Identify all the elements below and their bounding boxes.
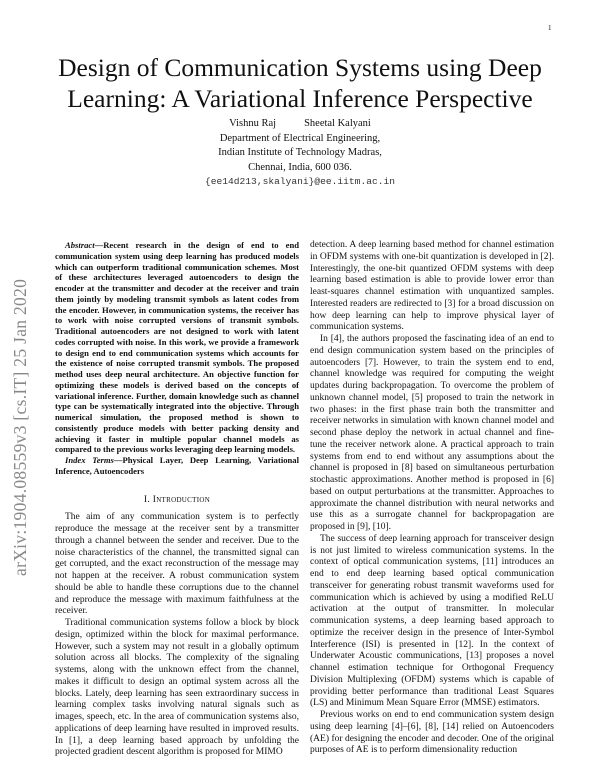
body-paragraph: In [4], the authors proposed the fascinating idea of an end to end design communication system based on the principles of autoencoders [7]. However, to train the system end to end, channel knowledge was required for computing the weight updates during backpropagation. To overcome the problem of unknown channel model, [5] proposed to train the network in two phases: in the first phase train both the transmitter and receiver networks in simulation with known channel model and second phase deploy the network in actual channel and fine-tune the receiver network alone. A practical approach to train systems from end to end without any assumptions about the channel is proposed in [8] based on simultaneous perturbation stochastic approximations. Another method is proposed in [6] based on output perturbations at the transmitter. Approaches to approximate the channel distribution with neural networks and use this as a surrogate channel for backpropagation are proposed in [9], [10]. — [310, 334, 554, 532]
index-terms-text: —Physical Layer, Deep Learning, Variational Inference, Autoencoders — [55, 455, 299, 476]
affiliation-line: Chennai, India, 600 036. — [248, 161, 352, 173]
section-heading: I. Introduction — [143, 494, 211, 505]
body-paragraph: detection. A deep learning based method for channel estimation in OFDM systems with one-bit quantization is developed in [2]. Interestingly, the one-bit quantized OFDM systems with deep learning based estimation is able to provide lower error than least-squares channel estimation with unquantized samples. Interested readers are redirected to [3] for a broad discussion on how deep learning can help to improve physical layer of communication systems. — [310, 240, 554, 333]
arxiv-stamp-text: arXiv:1904.08559v3 [cs.IT] 25 Jan 2020 — [10, 278, 30, 576]
author-block — [100, 117, 500, 190]
body-paragraph: Previous works on end to end communication system design using deep learning [4]–[6], [8], [14] relied on Autoencoders (AE) for designing the encoder and decoder. One of the original purposes of AE is to perform dimensionality reduction — [310, 710, 554, 756]
arxiv-stamp — [4, 200, 34, 580]
body-paragraph: Traditional communication systems follow a block by block design, optimized within the block for maximal performance. However, such a system may not result in a globally optimum solution across all blocks. The complexity of the signaling systems, along with the unknown effect from the channel, makes it difficult to design an optimal system across all the blocks. Lately, deep learning has seen extraordinary success in learning complex tasks involving natural signals such as images, speech, etc. In the area of communication systems also, applications of deep learning have resulted in improved results. In [1], a deep learning based approach by unfolding the projected gradient descent algorithm is proposed for MIMO — [55, 618, 299, 758]
right-column — [310, 240, 554, 757]
page-number: 1 — [548, 24, 552, 32]
affiliation-line: Indian Institute of Technology Madras, — [218, 147, 382, 158]
index-terms-label: Index Terms — [65, 455, 114, 465]
body-paragraph: The success of deep learning approach for transceiver design is not just limited to wireless communication systems. In the context of optical communication systems, [11] introduces an end to end deep learning based optical communication transceiver for generating robust transmit waveforms used for communication which is achieved by using a modified ReLU activation at the output of transmitter. In molecular communication systems, a deep learning based approach to optimize the receiver design in the presence of Inter-Symbol Interference (ISI) is presented in [12]. In the context of Underwater Acoustic communications, [13] proposes a novel channel estimation technique for Orthogonal Frequency Division Multiplexing (OFDM) systems which is capable of providing better performance than traditional Least Squares (LS) and Minimum Mean Square Error (MMSE) estimators. — [310, 533, 554, 709]
abstract — [55, 240, 299, 455]
author-email: {ee14d213,skalyani}@ee.iitm.ac.in — [205, 176, 395, 187]
index-terms — [55, 455, 299, 477]
affiliation-line: Department of Electrical Engineering, — [219, 132, 381, 144]
body-paragraph: The aim of any communication system is to perfectly reproduce the message at the receiver sent by a transmitter through a channel between the sender and receiver. Due to the noise characteristics of the channel, the transmitted signal can get corrupted, and the exact reconstruction of the message may not happen at the receiver. A robust communication system should be able to handle these corruptions due to the channel and reproduce the message with maximum faithfulness at the receiver. — [55, 512, 299, 617]
abstract-label: Abstract — [65, 240, 95, 250]
author-name: Sheetal Kalyani — [304, 118, 371, 129]
author-names — [100, 117, 500, 132]
paper-title: Design of Communication Systems using Deep Learning: A Variational Inference Perspective — [58, 53, 542, 113]
abstract-text: —Recent research in the design of end to end communication system using deep learning has produced models which can outperform traditional communication schemes. Most of these architectures leveraged autoencoders to design the encoder at the transmitter and decoder at the receiver and train them jointly by modeling transmit symbols as latent codes from the encoder. However, in communication systems, the receiver has to work with noise corrupted versions of transmit symbols. Traditional autoencoders are not designed to work with latent codes corrupted with noise. In this work, we provide a framework to design end to end communication systems which accounts for the existence of noise corrupted transmit symbols. The proposed method uses deep neural architecture. An objective function for optimizing these models is derived based on the concepts of variational inference. Further, domain knowledge such as channel type can be systematically integrated into the objective. Through numerical simulation, the proposed method is shown to consistently produce models with better packing density and achieving it faster in multiple popular channel models as compared to the previous works leveraging deep learning models. — [55, 240, 299, 455]
author-name: Vishnu Raj — [229, 118, 277, 129]
left-column — [55, 240, 299, 759]
